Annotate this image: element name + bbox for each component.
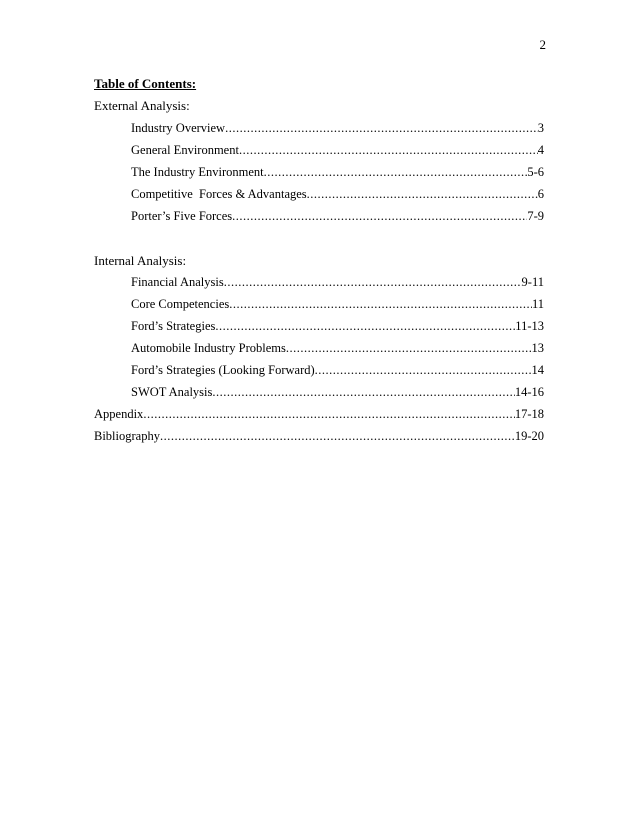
dot-leader xyxy=(229,297,532,312)
toc-entry-bibliography xyxy=(94,429,544,444)
dot-leader xyxy=(160,429,515,444)
toc-entry-pages: 5-6 xyxy=(527,165,544,179)
toc-entry-label: Porter’s Five Forces xyxy=(131,209,233,223)
dot-leader xyxy=(143,407,515,422)
toc-entry-pages: 11-13 xyxy=(515,319,544,333)
toc-entry-core-competencies xyxy=(131,297,544,312)
page-number: 2 xyxy=(539,37,546,52)
external-analysis-heading: External Analysis: xyxy=(94,98,190,113)
toc-entry-pages: 19-20 xyxy=(514,429,544,443)
toc-entry-pages: 17-18 xyxy=(514,407,544,421)
dot-leader xyxy=(315,363,532,378)
toc-entry-label: Appendix xyxy=(94,407,144,421)
toc-entry-pages: 13 xyxy=(531,341,544,355)
toc-entry-pages: 7-9 xyxy=(527,209,544,223)
toc-entry-pages: 14 xyxy=(531,363,544,377)
dot-leader xyxy=(239,143,538,158)
toc-entry-label: Ford’s Strategies xyxy=(131,319,216,333)
toc-entry-fords-strategies xyxy=(131,319,544,334)
toc-entry-competitive-forces xyxy=(131,187,544,202)
dot-leader xyxy=(307,187,538,202)
toc-title: Table of Contents: xyxy=(94,76,197,91)
toc-entry-financial-analysis xyxy=(131,275,544,290)
dot-leader xyxy=(225,121,538,136)
toc-entry-pages: 6 xyxy=(537,187,544,201)
toc-entry-pages: 14-16 xyxy=(514,385,544,399)
toc-entry-label: SWOT Analysis xyxy=(131,385,213,399)
toc-entry-label: General Environment xyxy=(131,143,239,157)
toc-entry-label: Competitive Forces & Advantages xyxy=(131,187,307,201)
toc-entry-label: Automobile Industry Problems xyxy=(131,341,286,355)
toc-entry-porters-five-forces xyxy=(131,209,544,224)
toc-entry-general-environment xyxy=(131,143,544,158)
toc-entry-swot-analysis xyxy=(131,385,544,400)
toc-entry-label: Bibliography xyxy=(94,429,160,443)
internal-analysis-heading: Internal Analysis: xyxy=(94,253,187,268)
toc-entry-label: Ford’s Strategies (Looking Forward) xyxy=(131,363,315,377)
dot-leader xyxy=(215,319,515,334)
toc-entry-pages: 11 xyxy=(531,297,544,311)
dot-leader xyxy=(264,165,528,180)
dot-leader xyxy=(232,209,527,224)
dot-leader xyxy=(224,275,522,290)
toc-entry-label: Core Competencies xyxy=(131,297,230,311)
toc-entry-pages: 9-11 xyxy=(521,275,544,289)
dot-leader xyxy=(212,385,514,400)
dot-leader xyxy=(286,341,532,356)
toc-entry-pages: 3 xyxy=(537,121,544,135)
toc-entry-automobile-industry-problems xyxy=(131,341,544,356)
toc-entry-industry-overview xyxy=(131,121,544,136)
toc-entry-pages: 4 xyxy=(537,143,544,157)
toc-entry-label: Industry Overview xyxy=(131,121,226,135)
toc-entry-industry-environment xyxy=(131,165,544,180)
toc-entry-appendix xyxy=(94,407,544,422)
toc-entry-label: Financial Analysis xyxy=(131,275,224,289)
toc-entry-label: The Industry Environment xyxy=(131,165,264,179)
toc-entry-fords-strategies-looking-forward xyxy=(131,363,544,378)
